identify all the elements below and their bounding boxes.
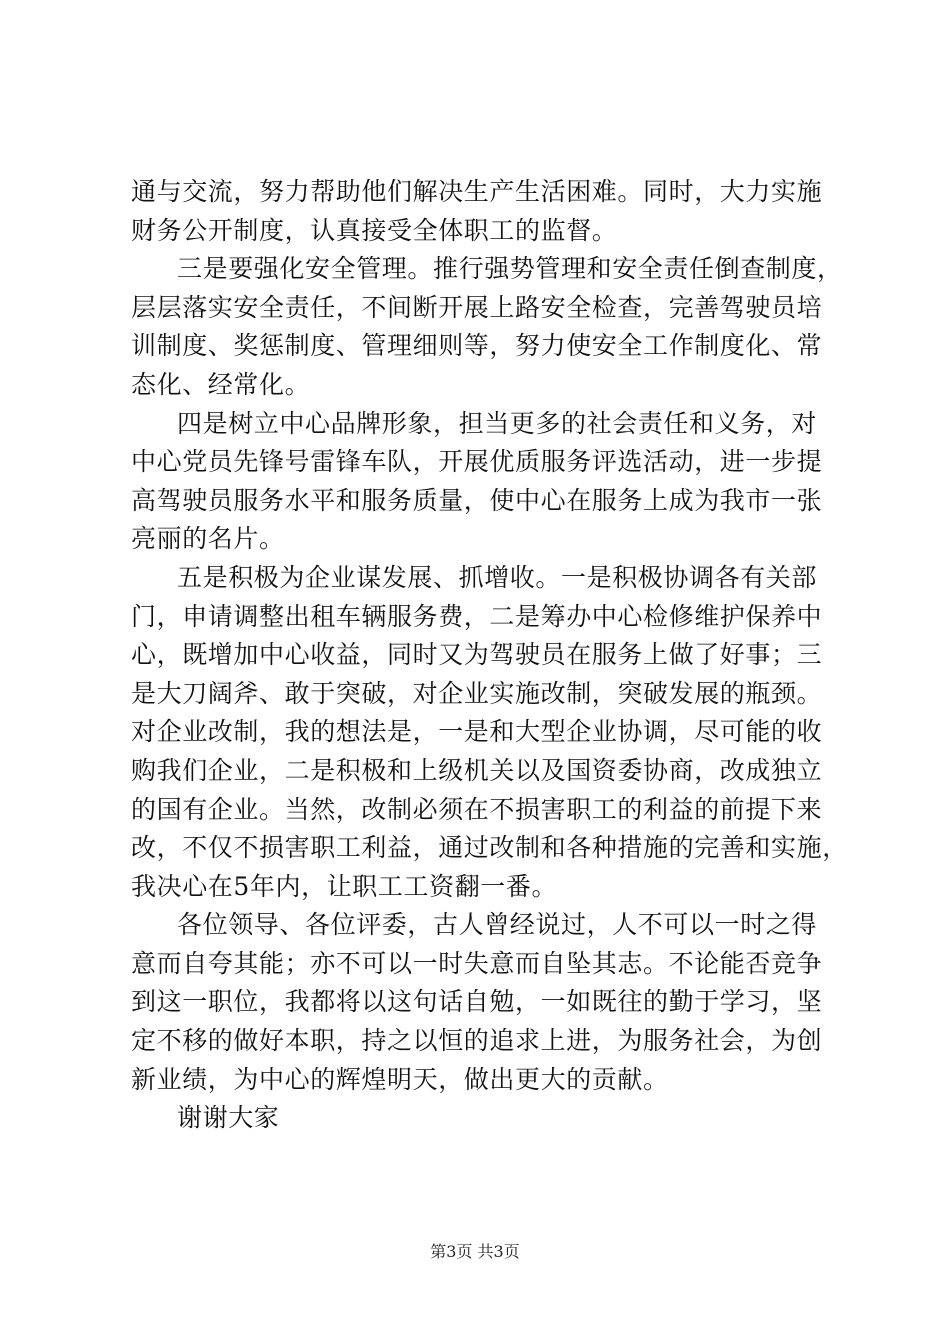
text-line: 财务公开制度，认真接受全体职工的监督。: [131, 215, 618, 245]
paragraph: [131, 559, 848, 906]
text-line: 高驾驶员服务水平和服务质量，使中心在服务上成为我市一张: [131, 485, 823, 515]
paragraph: [131, 1099, 831, 1138]
text-line: 各位领导、各位评委，古人曾经说过，人不可以一时之得: [177, 910, 818, 940]
paragraph: [131, 906, 831, 1099]
text-line: 改，不仅不损害职工利益，通过改制和各种措施的完善和实施，: [131, 833, 848, 863]
text-line: 亮丽的名片。: [131, 524, 285, 554]
text-line: 中心党员先锋号雷锋车队，开展优质服务评选活动，进一步提: [131, 447, 823, 477]
paragraph: [131, 405, 831, 559]
text-line: 通与交流，努力帮助他们解决生产生活困难。同时，大力实施: [131, 177, 823, 206]
paragraph: [131, 173, 831, 250]
closing-line: 谢谢大家: [177, 1103, 280, 1133]
text-line: 五是积极为企业谋发展、抓增收。一是积极协调各有关部: [177, 562, 818, 592]
text-line: 是大刀阔斧、敢于突破，对企业实施改制，突破发展的瓶颈。: [131, 678, 823, 708]
text-line: 的国有企业。当然，改制必须在不损害职工的利益的前提下来: [131, 794, 823, 824]
text-line: 定不移的做好本职，持之以恒的追求上进，为服务社会，为创: [131, 1026, 823, 1056]
text-line: 意而自夸其能；亦不可以一时失意而自坠其志。不论能否竞争: [131, 948, 823, 978]
text-line: 我决心在5年内，让职工工资翻一番。: [131, 871, 558, 901]
page-number-footer: 第3页 共3页: [430, 1242, 520, 1261]
text-line: 训制度、奖惩制度、管理细则等，努力使安全工作制度化、常: [131, 331, 823, 361]
document-body: [131, 173, 848, 1138]
text-line: 三是要强化安全管理。推行强势管理和安全责任倒查制度，: [177, 254, 843, 284]
text-line: 到这一职位，我都将以这句话自勉，一如既往的勤于学习，坚: [131, 987, 823, 1017]
text-line: 新业绩，为中心的辉煌明天，做出更大的贡献。: [131, 1064, 669, 1094]
text-line: 层层落实安全责任，不间断开展上路安全检查，完善驾驶员培: [131, 292, 823, 322]
text-line: 门，申请调整出租车辆服务费，二是筹办中心检修维护保养中: [131, 601, 823, 631]
text-line: 四是树立中心品牌形象，担当更多的社会责任和义务，对: [177, 408, 818, 438]
text-line: 对企业改制，我的想法是，一是和大型企业协调，尽可能的收: [131, 717, 823, 747]
text-line: 态化、经常化。: [131, 369, 311, 399]
paragraph: [131, 250, 843, 404]
text-line: 心，既增加中心收益，同时又为驾驶员在服务上做了好事；三: [131, 640, 823, 670]
text-line: 购我们企业，二是积极和上级机关以及国资委协商，改成独立: [131, 755, 823, 785]
